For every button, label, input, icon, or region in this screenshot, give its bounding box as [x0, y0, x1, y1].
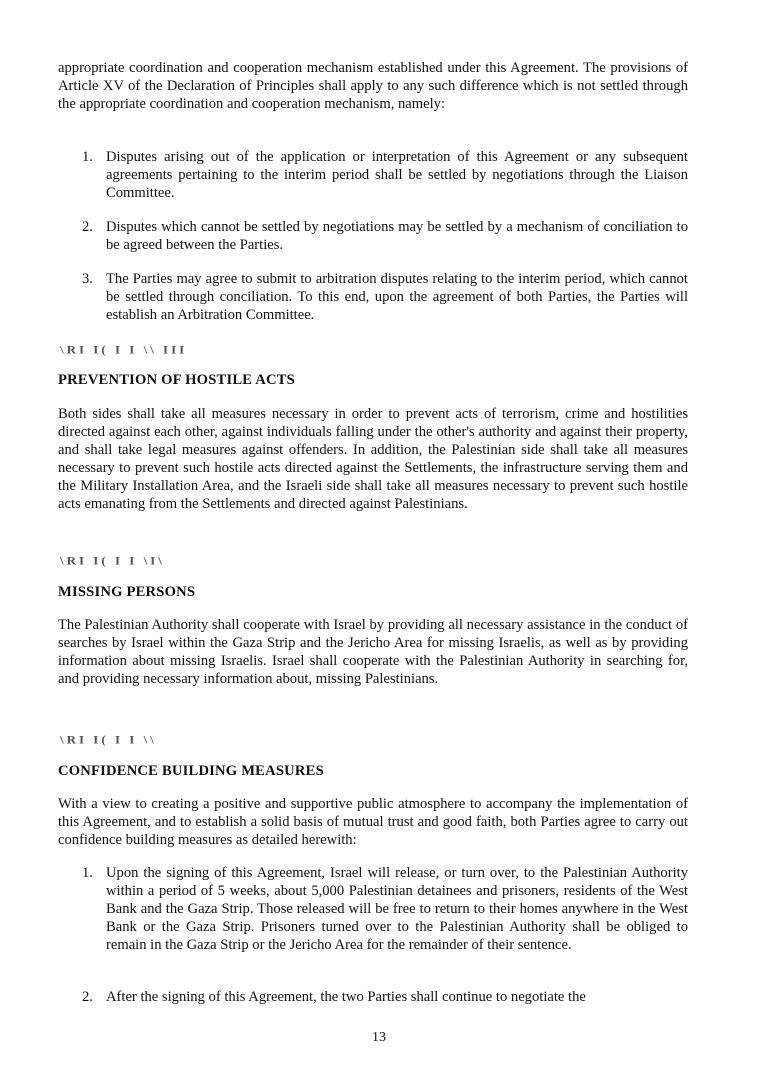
list-number: 2.	[82, 989, 93, 1005]
article-label-xix: \RI I( I I \I\	[60, 553, 165, 568]
article-body-xix: The Palestinian Authority shall cooperate with Israel by providing all necessary assistance in the conduct of searches by Israel within the Gaza Strip and the Jericho Area for missing Israelis, as well as by providing information about missing Israelis. Israel shall cooperate with the Palestinian Authority in searching for, and providing necessary information about, missing Palestinians.	[58, 617, 688, 687]
article-title-missing-persons: MISSING PERSONS	[58, 584, 196, 600]
list-number: 2.	[82, 219, 93, 235]
measure-item-2	[82, 988, 688, 1006]
article-title-confidence-building-measures: CONFIDENCE BUILDING MEASURES	[58, 763, 324, 779]
measure-item-1	[82, 864, 688, 954]
article-label-xviii: \RI I( I I \\ III	[60, 342, 188, 357]
article-body-xx: With a view to creating a positive and supportive public atmosphere to accompany the implementation of this Agreement, and to establish a solid basis of mutual trust and good faith, both Parties agree to carry out confidence building measures as detailed herewith:	[58, 796, 688, 848]
list-text: Disputes arising out of the application or interpretation of this Agreement or any subsequent agreements pertaining to the interim period shall be settled by negotiations through the Liaison Committee.	[106, 149, 688, 201]
article-label-xx: \RI I( I I \\	[60, 732, 157, 747]
dispute-item-1	[82, 148, 688, 202]
list-number: 1.	[82, 149, 93, 165]
list-text: Disputes which cannot be settled by negotiations may be settled by a mechanism of conciliation to be agreed between the Parties.	[106, 219, 688, 253]
dispute-item-3	[82, 270, 688, 324]
intro-paragraph: appropriate coordination and cooperation mechanism established under this Agreement. The provisions of Article XV of the Declaration of Principles shall apply to any such difference which is not settled through the appropriate coordination and cooperation mechanism, namely:	[58, 60, 688, 112]
page-number: 13	[372, 1030, 386, 1045]
article-title-prevention-of-hostile-acts: PREVENTION OF HOSTILE ACTS	[58, 372, 295, 388]
dispute-item-2	[82, 218, 688, 254]
article-body-xviii: Both sides shall take all measures necessary in order to prevent acts of terrorism, crime and hostilities directed against each other, against individuals falling under the other's authority and against their property, and shall take legal measures against offenders. In addition, the Palestinian side shall take all measures necessary to prevent such hostile acts directed against the Settlements, the infrastructure serving them and the Military Installation Area, and the Israeli side shall take all measures necessary to prevent such hostile acts emanating from the Settlements and directed against Palestinians.	[58, 406, 688, 512]
list-number: 1.	[82, 865, 93, 881]
list-text: The Parties may agree to submit to arbitration disputes relating to the interim period, which cannot be settled through conciliation. To this end, upon the agreement of both Parties, the Parties will establish an Arbitration Committee.	[106, 271, 688, 323]
list-number: 3.	[82, 271, 93, 287]
list-text: Upon the signing of this Agreement, Israel will release, or turn over, to the Palestinian Authority within a period of 5 weeks, about 5,000 Palestinian detainees and prisoners, residents of the West Bank and the Gaza Strip. Those released will be free to return to their homes anywhere in the West Bank or the Gaza Strip. Prisoners turned over to the Palestinian Authority shall be obliged to remain in the Gaza Strip or the Jericho Area for the remainder of their sentence.	[106, 865, 688, 953]
list-text: After the signing of this Agreement, the two Parties shall continue to negotiate the	[106, 989, 586, 1005]
